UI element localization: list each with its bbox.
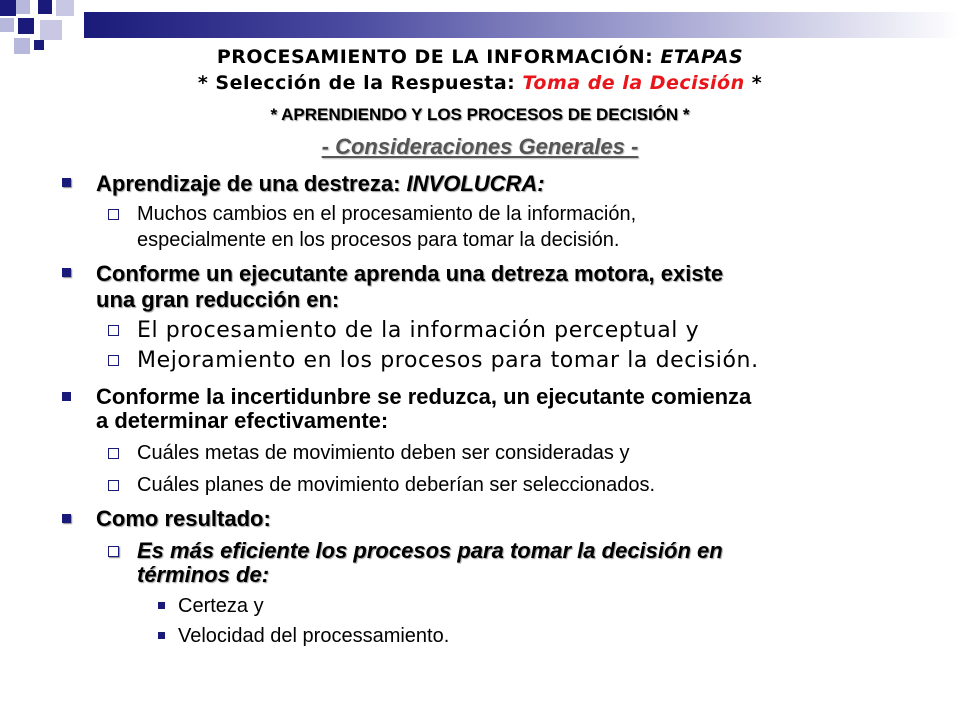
deco-square: [38, 0, 52, 14]
deco-square: [56, 0, 74, 16]
section-heading: * APRENDIENDO Y LOS PROCESOS DE DECISIÓN *: [270, 105, 690, 124]
bullet-4-sub-sub1: Certeza y: [178, 595, 264, 617]
bullet-4-text: Como resultado:: [96, 506, 271, 531]
deco-square: [16, 0, 30, 14]
deco-square: [0, 0, 16, 16]
hollow-square-icon: [108, 209, 119, 220]
bullet-1-main: Aprendizaje de una destreza:: [96, 171, 407, 196]
bullet-square-icon: [62, 514, 71, 523]
subtitle-suffix: *: [744, 72, 763, 94]
small-bullet-icon: [158, 602, 165, 609]
bullet-2-line1: Conforme un ejecutante aprenda una detreza motora, existe: [96, 261, 724, 286]
bullet-3-line2: a determinar efectivamente:: [96, 408, 389, 433]
bullet-1-italic: INVOLUCRA:: [406, 171, 545, 196]
bullet-2-sub1: El procesamiento de la información perceptual y: [137, 318, 700, 343]
bullet-1-text: [96, 171, 545, 196]
hollow-square-icon: [108, 480, 119, 491]
header-gradient-bar: [84, 12, 960, 38]
bullet-square-icon: [62, 178, 71, 187]
title-italic: ETAPAS: [660, 46, 744, 68]
slide-title: [0, 46, 960, 68]
deco-square: [40, 20, 62, 40]
bullet-square-icon: [62, 392, 71, 401]
deco-square: [18, 18, 34, 34]
bullet-3-line1: Conforme la incertidunbre se reduzca, un ejecutante comienza: [96, 384, 752, 409]
bullet-square-icon: [62, 268, 71, 277]
slide-subtitle: [0, 72, 960, 94]
bullet-3-sub2: Cuáles planes de movimiento deberían ser seleccionados.: [137, 474, 656, 496]
deco-square: [0, 18, 14, 32]
section-subheading: - Consideraciones Generales -: [321, 134, 639, 159]
bullet-1-sub-line2: especialmente en los procesos para tomar la decisión.: [137, 229, 620, 251]
small-bullet-icon: [158, 632, 165, 639]
title-main: PROCESAMIENTO DE LA INFORMACIÓN:: [216, 46, 661, 68]
bullet-4-sub1-line1: Es más eficiente los procesos para tomar la decisión en: [137, 538, 723, 563]
hollow-square-icon: [108, 325, 119, 336]
subtitle-red: Toma de la Decisión: [522, 72, 745, 94]
bullet-4-sub1-line2: términos de:: [137, 562, 270, 587]
hollow-square-icon: [108, 546, 119, 557]
hollow-square-icon: [108, 355, 119, 366]
hollow-square-icon: [108, 448, 119, 459]
bullet-1-sub-line1: Muchos cambios en el procesamiento de la información,: [137, 203, 637, 225]
bullet-3-sub1: Cuáles metas de movimiento deben ser consideradas y: [137, 442, 630, 464]
bullet-2-line2: una gran reducción en:: [96, 287, 340, 312]
bullet-2-sub2: Mejoramiento en los procesos para tomar la decisión.: [137, 348, 759, 373]
bullet-4-sub-sub2: Velocidad del processamiento.: [178, 625, 450, 647]
subtitle-prefix: * Selección de la Respuesta:: [197, 72, 523, 94]
